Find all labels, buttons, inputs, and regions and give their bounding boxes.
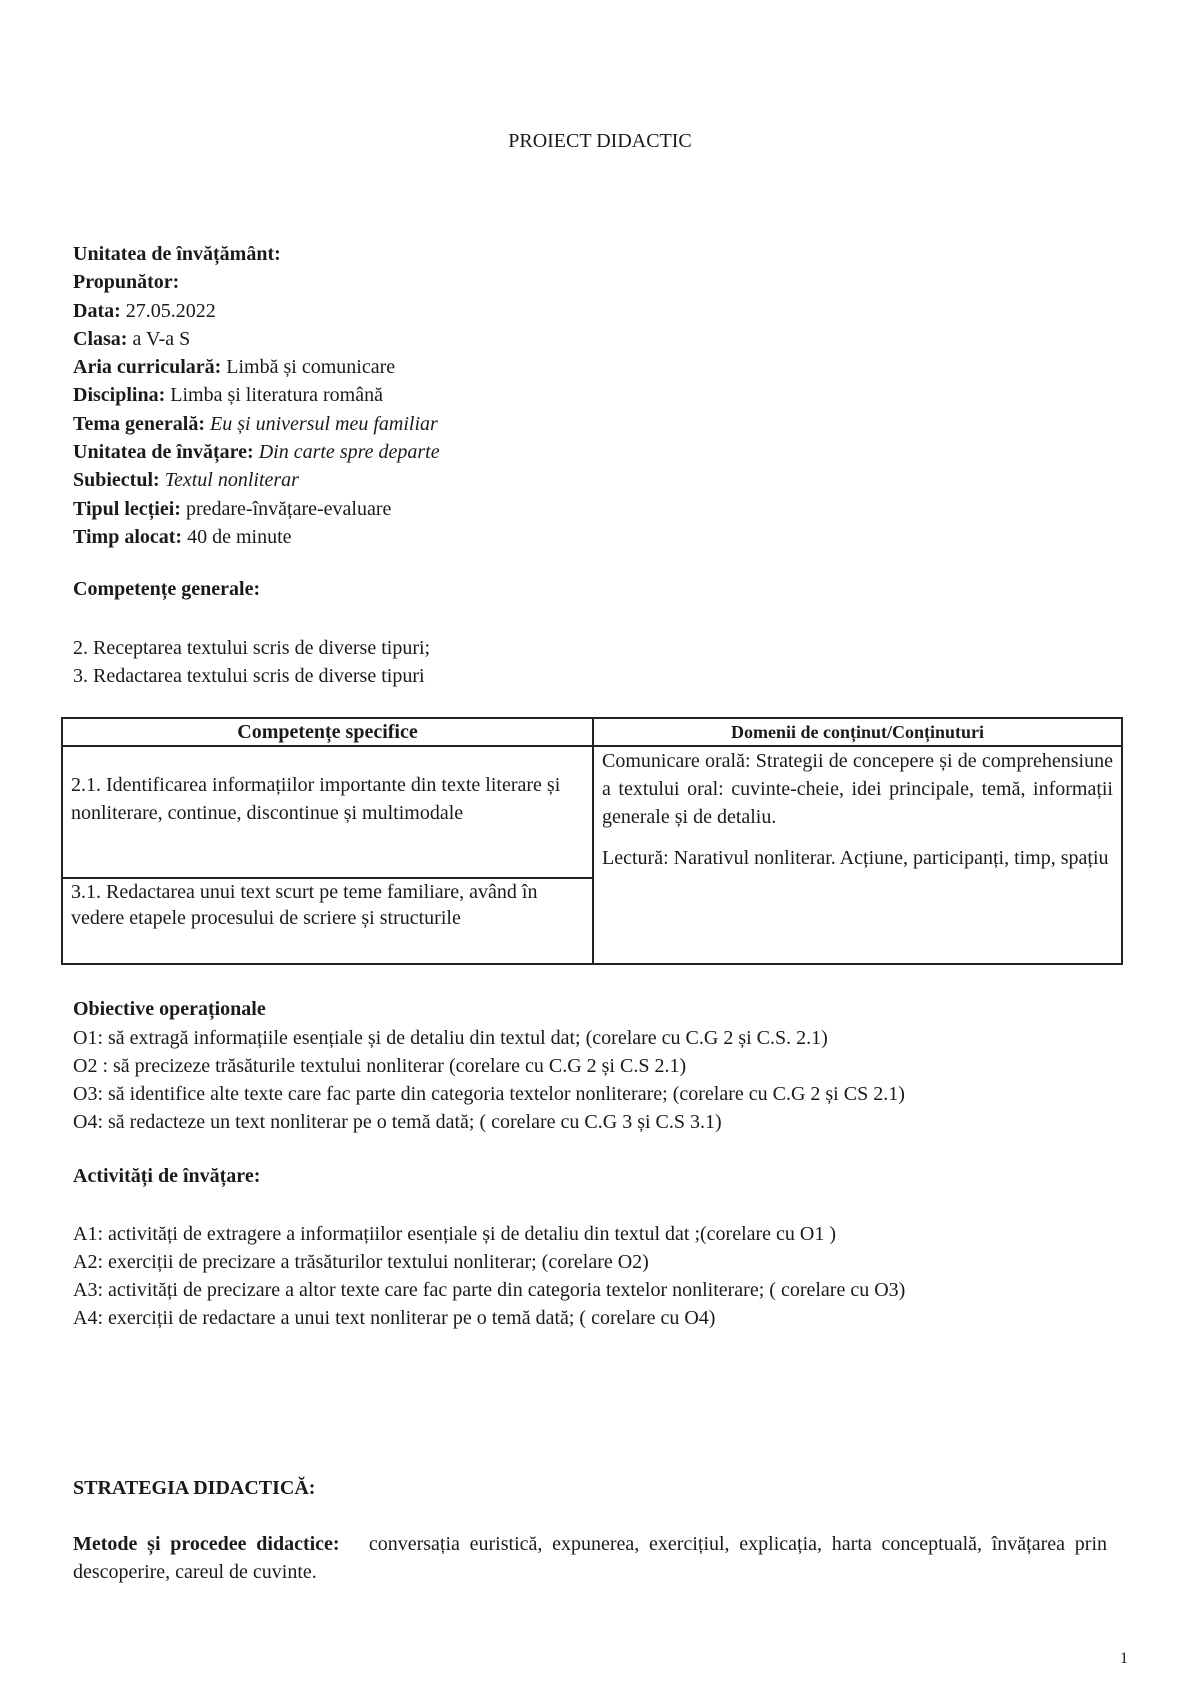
cell-cs-2-1: 2.1. Identificarea informațiilor importante din texte literare și nonliterare, continue, discontinue și multimodale bbox=[62, 746, 593, 878]
list-item: O3: să identifice alte texte care fac parte din categoria textelor nonliterare; (corelare cu C.G 2 și CS 2.1) bbox=[73, 1083, 905, 1105]
page-title: PROIECT DIDACTIC bbox=[508, 130, 692, 152]
metode-text: conversația euristică, expunerea, exercițiul, explicația, harta conceptuală, învățarea prin descoperire, careul de cuvinte. bbox=[73, 1533, 1107, 1583]
activitati-heading: Activități de învățare: bbox=[73, 1165, 261, 1187]
info-row-disciplina: Disciplina: Limba și literatura română bbox=[73, 384, 383, 407]
info-row-unitatea: Unitatea de învățământ: bbox=[73, 243, 281, 265]
info-row-clasa: Clasa: a V-a S bbox=[73, 327, 191, 350]
info-row-timp: Timp alocat: 40 de minute bbox=[73, 525, 292, 548]
info-row-propunator: Propunător: bbox=[73, 271, 180, 294]
cell-cs-3-1: 3.1. Redactarea unui text scurt pe teme familiare, având în vedere etapele procesului de scriere și structurile bbox=[62, 878, 593, 964]
metode-paragraph bbox=[73, 1530, 1107, 1586]
obiective-list bbox=[73, 1024, 905, 1136]
obiective-heading: Obiective operaționale bbox=[73, 998, 266, 1020]
info-row-data: Data: 27.05.2022 bbox=[73, 299, 216, 322]
info-row-tipul: Tipul lecției: predare-învățare-evaluare bbox=[73, 497, 392, 520]
list-item: A3: activități de precizare a altor texte care fac parte din categoria textelor nonliterare; ( corelare cu O3) bbox=[73, 1279, 906, 1301]
info-row-tema: Tema generală: Eu și universul meu familiar bbox=[73, 412, 438, 435]
list-item: A1: activități de extragere a informațiilor esențiale și de detaliu din textul dat ;(corelare cu O1 ) bbox=[73, 1223, 837, 1245]
lesson-info bbox=[73, 240, 440, 551]
list-item: A4: exerciții de redactare a unui text nonliterar pe o temă dată; ( corelare cu O4) bbox=[73, 1307, 716, 1329]
header-competente-specifice: Competențe specifice bbox=[62, 718, 593, 746]
list-item: O2 : să precizeze trăsăturile textului nonliterar (corelare cu C.G 2 și C.S 2.1) bbox=[73, 1055, 687, 1077]
list-item: O4: să redacteze un text nonliterar pe o temă dată; ( corelare cu C.G 3 și C.S 3.1) bbox=[73, 1111, 722, 1133]
domeniu-comunicare-orala: Comunicare orală: Strategii de concepere și de comprehensiune a textului oral: cuvinte-cheie, idei principale, temă, informații generale și de detaliu. bbox=[602, 750, 1113, 828]
list-item: 2. Receptarea textului scris de diverse tipuri; bbox=[73, 637, 431, 659]
competente-generale-heading: Competențe generale: bbox=[73, 578, 261, 600]
activitati-list bbox=[73, 1220, 905, 1332]
strategia-heading: STRATEGIA DIDACTICĂ: bbox=[73, 1477, 316, 1499]
competente-generale-list bbox=[73, 634, 430, 690]
domeniu-lectura: Lectură: Narativul nonliterar. Acțiune, participanți, timp, spațiu bbox=[602, 847, 1109, 869]
table-row bbox=[62, 746, 1122, 878]
competente-table bbox=[61, 717, 1123, 965]
info-row-unitatea-invatare: Unitatea de învățare: Din carte spre departe bbox=[73, 441, 440, 464]
info-row-aria: Aria curriculară: Limbă și comunicare bbox=[73, 356, 396, 379]
list-item: 3. Redactarea textului scris de diverse tipuri bbox=[73, 665, 425, 687]
list-item: A2: exerciții de precizare a trăsăturilor textului nonliterar; (corelare O2) bbox=[73, 1251, 649, 1273]
table-header-row bbox=[62, 718, 1122, 746]
cell-domenii bbox=[593, 746, 1122, 964]
header-domenii: Domenii de conținut/Conținuturi bbox=[593, 718, 1122, 746]
list-item: O1: să extragă informațiile esențiale și de detaliu din textul dat; (corelare cu C.G 2 și C.S. 2.1) bbox=[73, 1027, 828, 1049]
info-row-subiectul: Subiectul: Textul nonliterar bbox=[73, 469, 299, 492]
metode-label: Metode și procedee didactice: bbox=[73, 1533, 340, 1555]
page-number: 1 bbox=[1120, 1650, 1128, 1667]
